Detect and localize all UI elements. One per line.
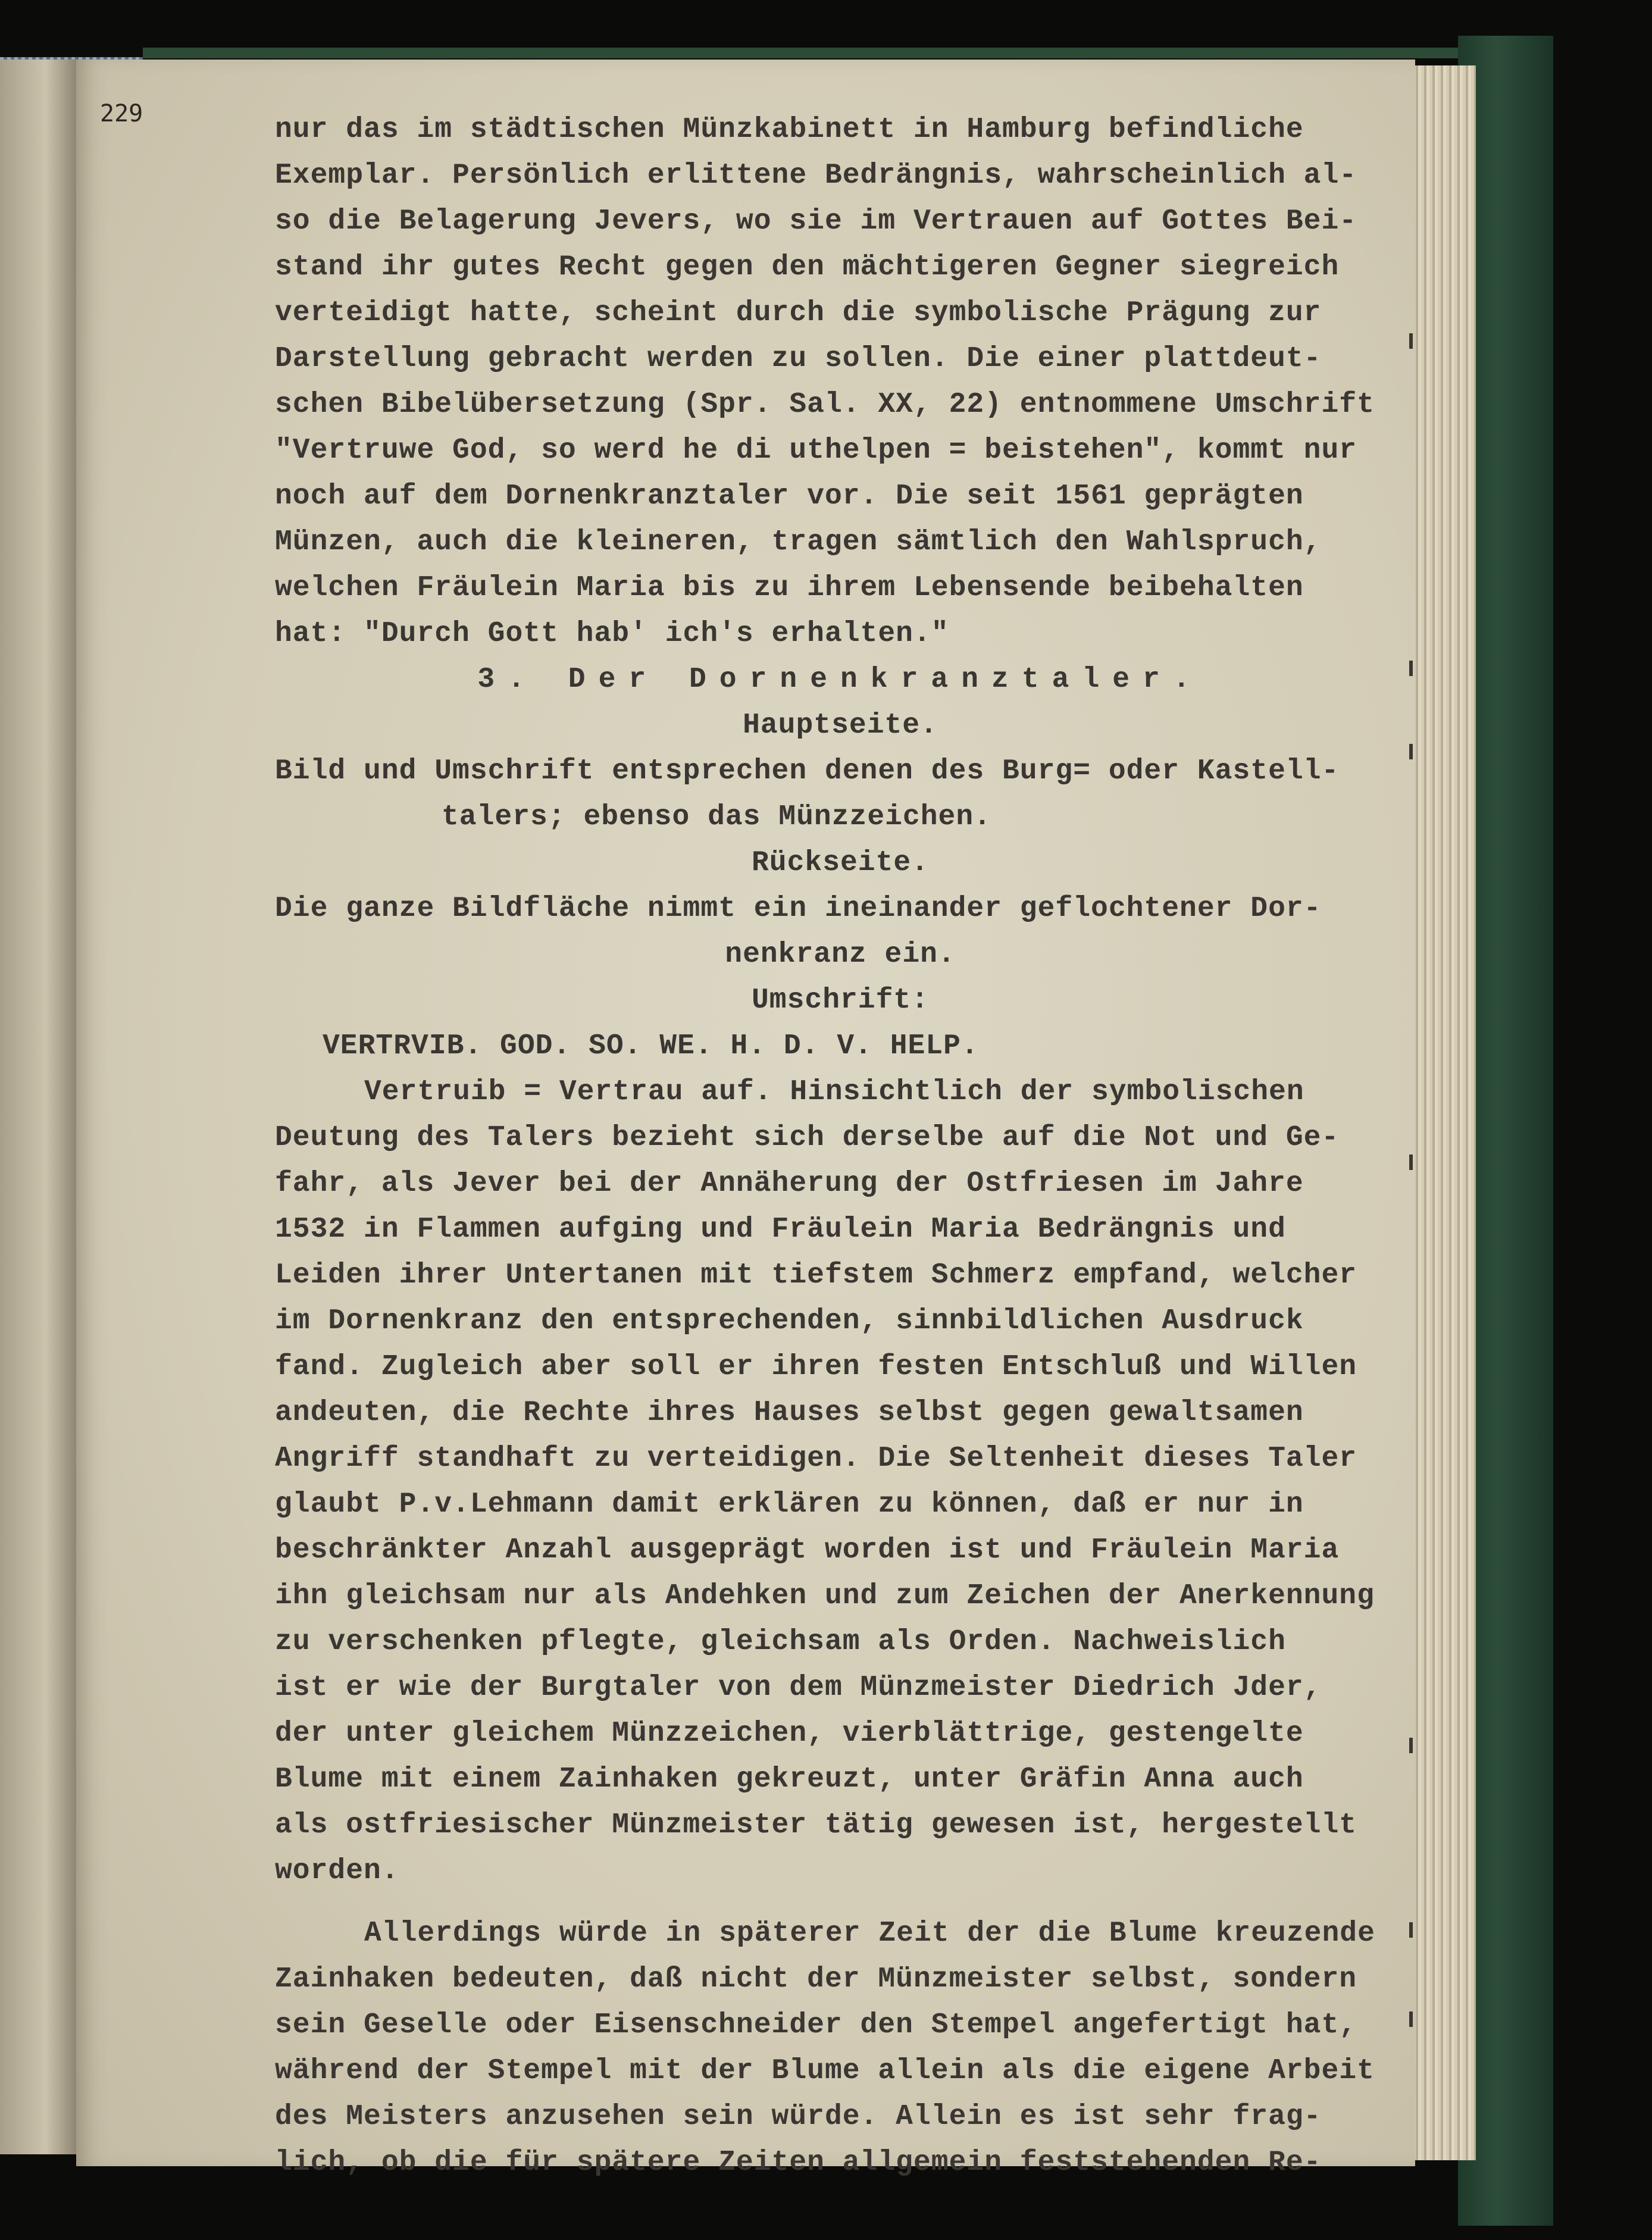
top-cover-edge bbox=[143, 48, 1512, 58]
text-line: Die ganze Bildfläche nimmt ein ineinander geflochtener Dor- bbox=[275, 893, 1322, 925]
text-line: verteidigt hatte, scheint durch die symbolische Prägung zur bbox=[275, 297, 1322, 329]
text-line: Deutung des Talers bezieht sich derselbe auf die Not und Ge- bbox=[275, 1122, 1340, 1154]
text-line: hat: "Durch Gott hab' ich's erhalten." bbox=[275, 618, 949, 650]
text-line: Münzen, auch die kleineren, tragen sämtlich den Wahlspruch, bbox=[275, 526, 1322, 558]
text-line: fand. Zugleich aber soll er ihren festen Entschluß und Willen bbox=[275, 1351, 1357, 1383]
text-line: talers; ebenso das Münzzeichen. bbox=[442, 801, 991, 833]
margin-mark bbox=[1409, 1922, 1413, 1938]
text-line: lich, ob die für spätere Zeiten allgemein feststehenden Re- bbox=[275, 2147, 1322, 2179]
text-line: nenkranz ein. bbox=[725, 938, 956, 971]
text-line: Leiden ihrer Untertanen mit tiefstem Schmerz empfand, welcher bbox=[275, 1259, 1357, 1291]
text-line: im Dornenkranz den entsprechenden, sinnbildlichen Ausdruck bbox=[275, 1305, 1304, 1337]
text-line: des Meisters anzusehen sein würde. Allein es ist sehr frag- bbox=[275, 2101, 1322, 2133]
text-line: Angriff standhaft zu verteidigen. Die Seltenheit dieses Taler bbox=[275, 1443, 1357, 1475]
text-line: Blume mit einem Zainhaken gekreuzt, unter Gräfin Anna auch bbox=[275, 1763, 1304, 1795]
text-line: ist er wie der Burgtaler von dem Münzmeister Diedrich Jder, bbox=[275, 1672, 1322, 1704]
text-line: während der Stempel mit der Blume allein als die eigene Arbeit bbox=[275, 2055, 1375, 2087]
margin-mark bbox=[1409, 661, 1413, 676]
margin-mark bbox=[1409, 744, 1413, 759]
text-line: als ostfriesischer Münzmeister tätig gewesen ist, hergestellt bbox=[275, 1809, 1357, 1841]
text-line: so die Belagerung Jevers, wo sie im Vertrauen auf Gottes Bei- bbox=[275, 205, 1357, 237]
text-line: Zainhaken bedeuten, daß nicht der Münzmeister selbst, sondern bbox=[275, 1963, 1357, 1995]
text-line: "Vertruwe God, so werd he di uthelpen = beistehen", kommt nur bbox=[275, 434, 1357, 467]
margin-mark bbox=[1409, 1155, 1413, 1170]
subheading: Umschrift: bbox=[751, 984, 930, 1016]
text-line: welchen Fräulein Maria bis zu ihrem Lebensende beibehalten bbox=[275, 572, 1304, 604]
text-line: worden. bbox=[275, 1855, 399, 1887]
text-line: Darstellung gebracht werden zu sollen. Die einer plattdeut- bbox=[275, 343, 1322, 375]
text-line: Vertruib = Vertrau auf. Hinsichtlich der symbolischen bbox=[364, 1076, 1304, 1108]
text-line: beschränkter Anzahl ausgeprägt worden ist und Fräulein Maria bbox=[275, 1534, 1340, 1566]
text-line: Bild und Umschrift entsprechen denen des Burg= oder Kastell- bbox=[275, 755, 1340, 787]
text-line: glaubt P.v.Lehmann damit erklären zu können, daß er nur in bbox=[275, 1488, 1304, 1521]
text-line: Exemplar. Persönlich erlittene Bedrängnis, wahrscheinlich al- bbox=[275, 159, 1357, 192]
section-heading: 3. Der Dornenkranztaler. bbox=[477, 664, 1203, 696]
margin-mark bbox=[1409, 2011, 1413, 2027]
page-edges bbox=[1404, 65, 1476, 2160]
text-line: ihn gleichsam nur als Andehken und zum Zeichen der Anerkennung bbox=[275, 1580, 1375, 1612]
subheading: Hauptseite. bbox=[743, 709, 938, 742]
facing-page-edge bbox=[0, 60, 76, 2154]
page-text bbox=[275, 107, 1406, 2186]
text-line: zu verschenken pflegte, gleichsam als Orden. Nachweislich bbox=[275, 1626, 1286, 1658]
page-number: 229 bbox=[100, 100, 143, 127]
subheading: Rückseite. bbox=[751, 847, 930, 879]
text-line: Allerdings würde in späterer Zeit der die Blume kreuzende bbox=[364, 1917, 1375, 1950]
text-line: nur das im städtischen Münzkabinett in Hamburg befindliche bbox=[275, 114, 1304, 146]
margin-mark bbox=[1409, 333, 1413, 349]
text-line: fahr, als Jever bei der Annäherung der Ostfriesen im Jahre bbox=[275, 1168, 1304, 1200]
margin-mark bbox=[1409, 1738, 1413, 1753]
text-line: sein Geselle oder Eisenschneider den Stempel angefertigt hat, bbox=[275, 2009, 1357, 2041]
text-line: 1532 in Flammen aufging und Fräulein Maria Bedrängnis und bbox=[275, 1213, 1286, 1246]
text-line: schen Bibelübersetzung (Spr. Sal. XX, 22) entnommene Umschrift bbox=[275, 389, 1375, 421]
text-line: noch auf dem Dornenkranztaler vor. Die seit 1561 geprägten bbox=[275, 480, 1304, 512]
text-line: andeuten, die Rechte ihres Hauses selbst gegen gewaltsamen bbox=[275, 1397, 1304, 1429]
inscription: VERTRVIB. GOD. SO. WE. H. D. V. HELP. bbox=[323, 1030, 979, 1062]
text-line: der unter gleichem Münzzeichen, vierblättrige, gestengelte bbox=[275, 1717, 1304, 1750]
text-line: stand ihr gutes Recht gegen den mächtigeren Gegner siegreich bbox=[275, 251, 1340, 283]
